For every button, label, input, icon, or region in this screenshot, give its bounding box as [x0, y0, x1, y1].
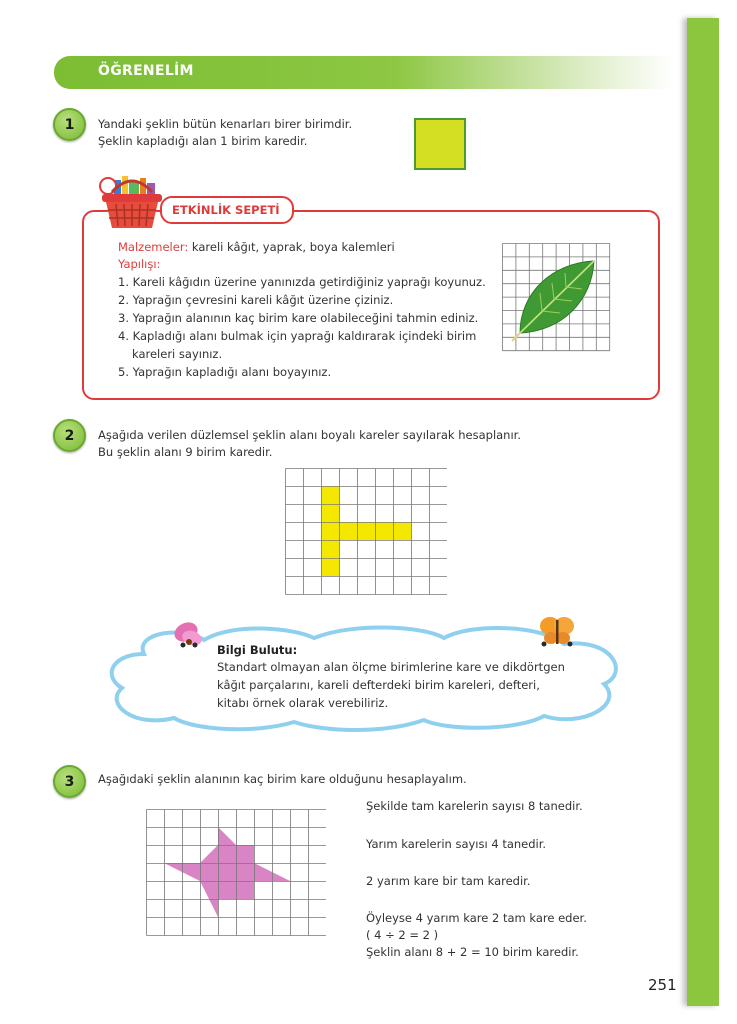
note-6: Şeklin alanı 8 + 2 = 10 birim karedir. — [366, 945, 579, 959]
note-1: Şekilde tam karelerin sayısı 8 tanedir. — [366, 799, 583, 813]
section2-line1: Aşağıda verilen düzlemsel şeklin alanı boyalı kareler sayılarak hesaplanır. — [98, 428, 521, 442]
section1-line1: Yandaki şeklin bütün kenarları birer birimdir. — [98, 117, 353, 131]
step-2: 2. Yaprağın çevresini kareli kâğıt üzerine çiziniz. — [118, 293, 394, 307]
steps-label: Yapılışı: — [118, 257, 161, 271]
section3-intro: Aşağıdaki şeklin alanının kaç birim kare olduğunu hesaplayalım. — [98, 772, 467, 786]
materials-label: Malzemeler: — [118, 240, 189, 254]
yellow-shape-grid — [285, 468, 447, 595]
note-2: Yarım karelerin sayısı 4 tanedir. — [366, 837, 547, 851]
section1-line2: Şeklin kapladığı alan 1 birim karedir. — [98, 134, 308, 148]
note-3: 2 yarım kare bir tam karedir. — [366, 874, 531, 888]
activity-label: ETKİNLİK SEPETİ — [160, 196, 294, 224]
info-line-1: Standart olmayan alan ölçme birimlerine kare ve dikdörtgen — [217, 660, 565, 674]
yellow-shape — [321, 486, 411, 576]
butterfly-icon — [536, 614, 578, 650]
note-4: Öyleyse 4 yarım kare 2 tam kare eder. — [366, 911, 587, 925]
steps-list — [118, 273, 486, 381]
leaf-grid — [502, 243, 611, 352]
materials-line — [118, 240, 395, 254]
step-1: 1. Kareli kâğıdın üzerine yanınızda getirdiğiniz yaprağı koyunuz. — [118, 275, 486, 289]
leaf-icon — [512, 261, 594, 341]
info-body — [217, 658, 565, 712]
step-number-1: 1 — [53, 108, 86, 141]
step-number-2: 2 — [53, 419, 86, 452]
page-number: 251 — [648, 976, 677, 994]
basket-icon — [96, 170, 168, 232]
flower-icon — [170, 618, 208, 654]
step-number-3: 3 — [53, 765, 86, 798]
side-bar — [687, 18, 719, 1006]
step-4-cont: kareleri sayınız. — [132, 347, 223, 361]
section2-line2: Bu şeklin alanı 9 birim karedir. — [98, 445, 273, 459]
info-line-3: kitabı örnek olarak verebiliriz. — [217, 696, 389, 710]
note-5: ( 4 ÷ 2 = 2 ) — [366, 928, 439, 942]
step-4: 4. Kapladığı alanı bulmak için yaprağı kaldırarak içindeki birim — [118, 329, 477, 343]
step-3: 3. Yaprağın alanının kaç birim kare olabileceğini tahmin ediniz. — [118, 311, 479, 325]
materials-text: kareli kâğıt, yaprak, boya kalemleri — [188, 240, 395, 254]
info-line-2: kâğıt parçalarını, kareli defterdeki birim kareleri, defteri, — [217, 678, 540, 692]
step-5: 5. Yaprağın kapladığı alanı boyayınız. — [118, 365, 332, 379]
info-title: Bilgi Bulutu: — [217, 643, 298, 657]
pink-shape-grid — [146, 809, 326, 937]
section-title: ÖĞRENELİM — [98, 63, 194, 79]
unit-square — [414, 118, 466, 170]
